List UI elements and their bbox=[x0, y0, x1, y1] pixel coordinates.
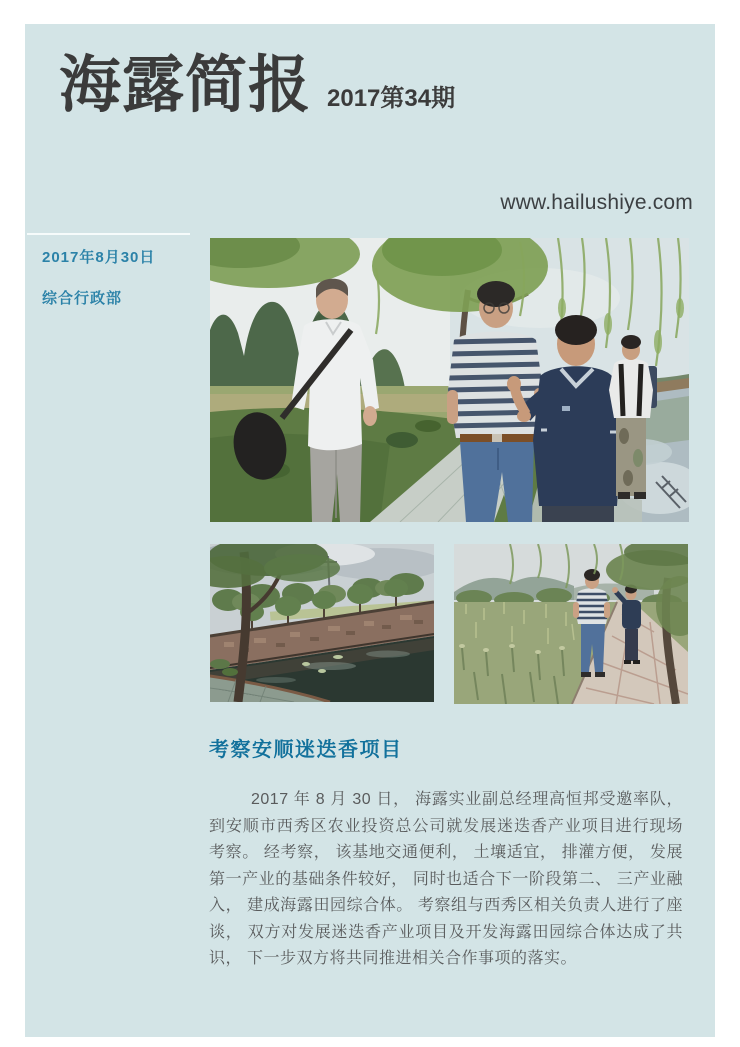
issue-meta bbox=[42, 246, 155, 308]
website-url: www.hailushiye.com bbox=[500, 191, 693, 214]
article-body: 2017 年 8 月 30 日， 海露实业副总经理高恒邦受邀率队， 到安顺市西秀区农业投资总公司就发展迷迭香产业项目进行现场考察。 经考察， 该基地交通便利， 土壤适宜， 排灌方便， 发展第一产业的基础条件较好， 同时也适合下一阶段第二、 三产业融入， 建成海露田园综合体。 考察组与西秀区相关负责人进行了座谈， 双方对发展迷迭香产业项目及开发海露田园综合体达成了共识， 下一步双方将共同推进相关合作事项的落实。 bbox=[209, 791, 683, 967]
field-photo bbox=[454, 544, 688, 704]
issue-date: 2017年8月30日 bbox=[42, 249, 156, 266]
canal-photo bbox=[210, 544, 434, 702]
issue-department: 综合行政部 bbox=[42, 290, 123, 307]
page-title: 海露简报 bbox=[59, 51, 312, 120]
main-photo bbox=[210, 238, 689, 522]
issue-number: 2017第34期 bbox=[327, 85, 456, 112]
masthead bbox=[59, 50, 455, 121]
article-heading: 考察安顺迷迭香项目 bbox=[209, 739, 403, 761]
divider-line bbox=[27, 233, 190, 235]
